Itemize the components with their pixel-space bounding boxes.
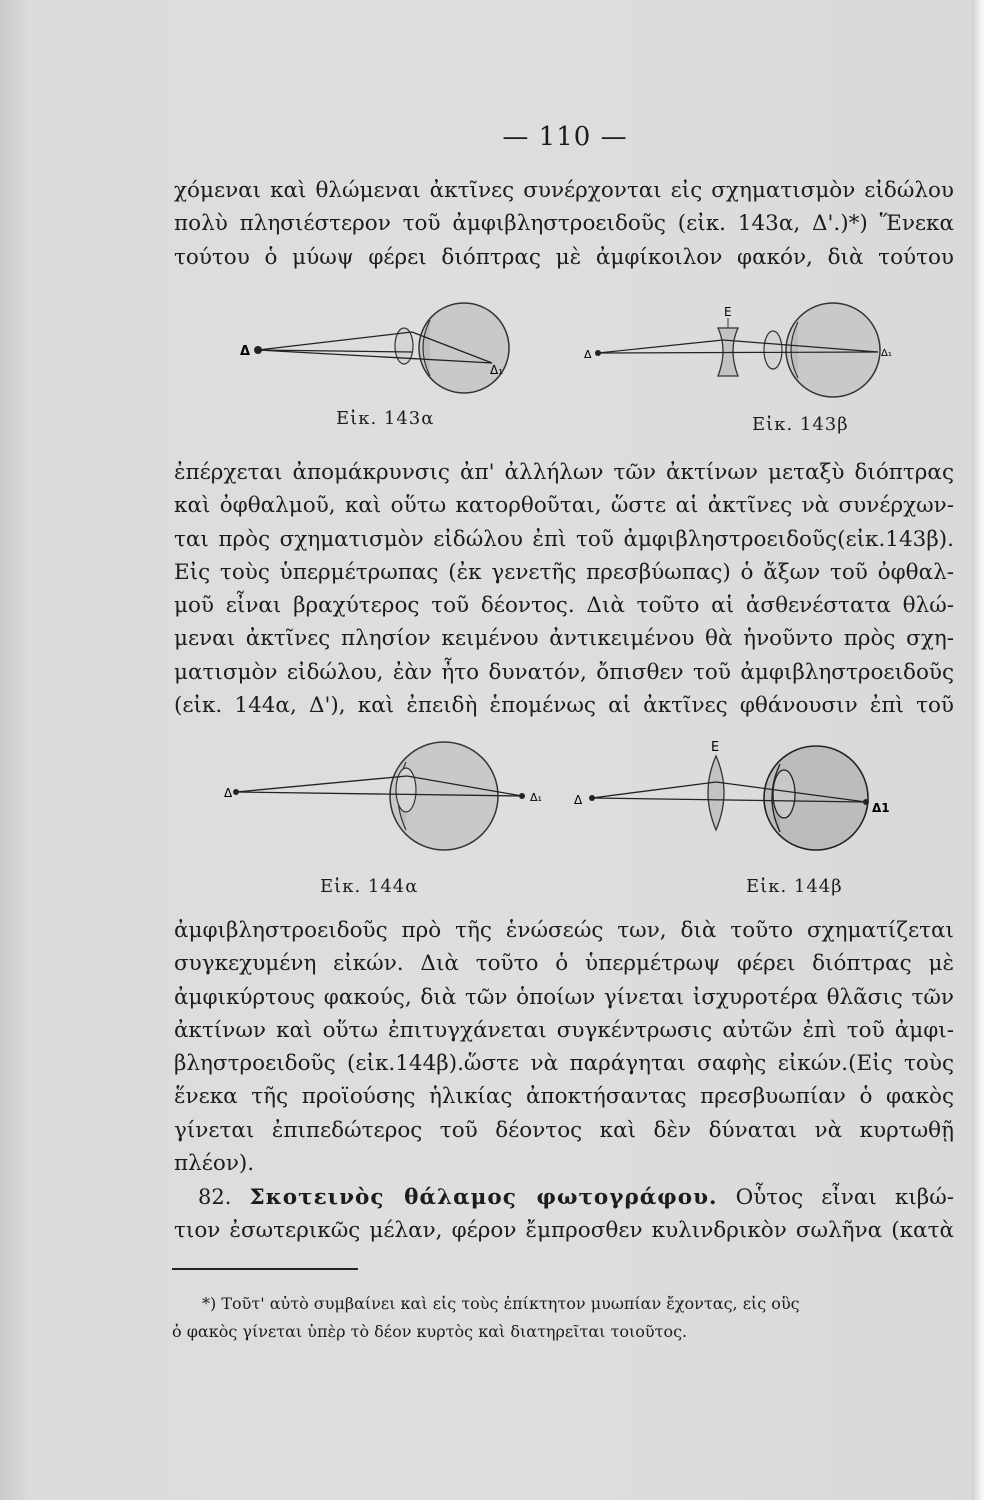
text-line: γίνεται ἐπιπεδώτερος τοῦ δέοντος καὶ δὲν δύναται νὰ κυρτωθῇ: [174, 1117, 954, 1143]
paragraph-3: [174, 914, 954, 1180]
ray-2: [592, 782, 716, 798]
text-line: συγκεχυμένη εἰκών. Διὰ τοῦτο ὁ ὑπερμέτρωψ φέρει διόπτρας μὲ: [174, 951, 954, 977]
text-line: ἐπέρχεται ἀπομάκρυνσις ἀπ' ἀλλήλων τῶν ἀκτίνων μεταξὺ διόπτρας: [174, 460, 954, 485]
crystalline-lens: [773, 770, 795, 818]
text-line: τούτου ὁ μύωψ φέρει διόπτρας μὲ ἀμφίκοιλον φακόν, διὰ τούτου: [174, 244, 954, 270]
eyeball: [419, 303, 509, 393]
caption-143b: Εἰκ. 143β: [752, 414, 849, 435]
section-82: [174, 1181, 954, 1248]
caption-144b: Εἰκ. 144β: [746, 876, 843, 897]
text-line: πολὺ πλησιέστερον τοῦ ἀμφιβληστροειδοῦς (εἰκ. 143α, Δ'.)*) Ἕνεκα: [174, 211, 954, 237]
paragraph-1: [174, 174, 954, 274]
eyeball: [786, 303, 880, 397]
label-object: Δ: [224, 786, 233, 800]
ray-2: [598, 340, 723, 353]
label-object: Δ: [584, 348, 592, 361]
text-line: ται πρὸς σχηματισμὸν εἰδώλου ἐπὶ τοῦ ἀμφιβληστροειδοῦς(εἰκ.143β).: [174, 526, 954, 552]
text-line: ματισμὸν εἰδώλου, ἐὰν ἦτο δυνατόν, ὄπισθεν τοῦ ἀμφιβληστροειδοῦς: [174, 659, 954, 685]
label-image: Δ₁: [490, 363, 504, 377]
convex-lens: [708, 756, 724, 830]
text-line: (εἰκ. 144α, Δ'), καὶ ἐπειδὴ ἑπομένως αἱ ἀκτῖνες φθάνουσιν ἐπὶ τοῦ: [174, 693, 954, 719]
footnote: [172, 1290, 944, 1346]
text-line: ἕνεκα τῆς προϊούσης ἡλικίας ἀποκτήσαντας πρεσβυωπίαν ὁ φακὸς: [174, 1084, 954, 1110]
section-text: Οὗτος εἶναι κιβώ-: [735, 1185, 954, 1210]
label-image: Δ1: [872, 801, 890, 815]
caption-143a: Εἰκ. 143α: [336, 408, 435, 429]
text-line: χόμεναι καὶ θλώμεναι ἀκτῖνες συνέρχονται εἰς σχηματισμὸν εἰδώλου: [174, 178, 954, 203]
image-point: [519, 793, 525, 799]
ray-2: [258, 332, 412, 350]
label-lens: Ε: [724, 305, 732, 319]
caption-144a: Εἰκ. 144α: [320, 876, 419, 897]
text-line: μεναι ἀκτῖνες πλησίον κειμένου ἀντικειμένου θὰ ἡνοῦντο πρὸς σχη-: [174, 626, 954, 652]
figure-144b-convex-lens: [570, 740, 910, 860]
text-line: ἀμφικύρτους φακούς, διὰ τῶν ὁποίων γίνεται ἰσχυροτέρα θλᾶσις τῶν: [174, 984, 954, 1010]
page-number: — 110 —: [502, 122, 628, 152]
figure-143b-concave-lens: [578, 300, 908, 400]
text-line: τιον ἐσωτερικῶς μέλαν, φέρον ἔμπροσθεν κυλινδρικὸν σωλῆνα (κατὰ: [174, 1218, 954, 1244]
ray-2: [236, 776, 407, 792]
page-edge: [972, 0, 986, 1500]
image-point: [863, 799, 869, 805]
label-lens: Ε: [711, 740, 720, 755]
label-object: Δ: [574, 793, 583, 807]
footnote-line: ὁ φακὸς γίνεται ὑπὲρ τὸ δέον κυρτὸς καὶ διατηρεῖται τοιοῦτος.: [172, 1322, 688, 1341]
text-line: βληστροειδοῦς (εἰκ.144β).ὥστε νὰ παράγηται σαφὴς εἰκών.(Εἰς τοὺς: [174, 1051, 954, 1077]
footnote-divider: [172, 1268, 358, 1270]
text-line: ἀμφιβληστροειδοῦς πρὸ τῆς ἑνώσεώς των, διὰ τοῦτο σχηματίζεται: [174, 918, 954, 943]
label-image: Δ₁: [530, 791, 542, 804]
text-line: καὶ ὀφθαλμοῦ, καὶ οὕτω κατορθοῦται, ὥστε αἱ ἀκτῖνες νὰ συνέρχων-: [174, 493, 954, 519]
label-image: Δ₁: [881, 348, 892, 359]
crystalline-lens: [764, 331, 782, 369]
section-82-first-line: [174, 1181, 954, 1214]
crystalline-lens: [396, 768, 416, 812]
figure-144a-hyperopic-eye: [222, 740, 552, 860]
section-heading: Σκοτεινὸς θάλαμος φωτογράφου.: [249, 1185, 718, 1210]
figure-143a-myopic-eye: [232, 300, 522, 400]
text-line: ἀκτίνων καὶ οὕτω ἐπιτυγχάνεται συγκέντρωσις αὐτῶν ἐπὶ τοῦ ἀμφι-: [174, 1017, 954, 1043]
label-object: Δ: [240, 344, 251, 359]
paragraph-2: [174, 456, 954, 722]
footnote-line: *) Τοῦτ' αὐτὸ συμβαίνει καὶ εἰς τοὺς ἐπίκτητον μυωπίαν ἔχοντας, εἰς οὓς: [202, 1294, 800, 1313]
text-line: μοῦ εἶναι βραχύτερος τοῦ δέοντος. Διὰ τοῦτο αἱ ἀσθενέστατα θλώ-: [174, 593, 954, 619]
section-number: 82.: [198, 1185, 232, 1209]
text-line: πλέον).: [174, 1151, 255, 1177]
text-line: Εἰς τοὺς ὑπερμέτρωπας (ἐκ γενετῆς πρεσβύωπας) ὁ ἄξων τοῦ ὀφθαλ-: [174, 559, 954, 585]
